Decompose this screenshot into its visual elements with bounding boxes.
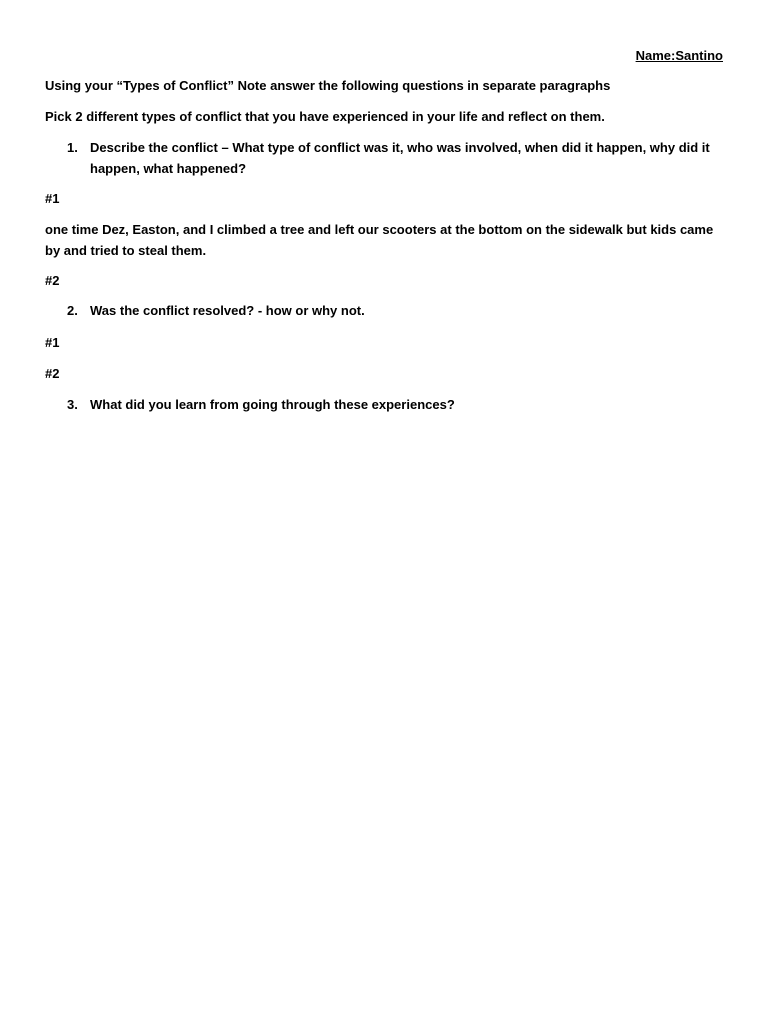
question-3 (67, 394, 727, 415)
question-number: 2. (67, 303, 78, 318)
question-2 (67, 300, 727, 321)
question-text: Was the conflict resolved? - how or why not. (90, 303, 365, 318)
answer-label-2: #2 (45, 366, 60, 381)
question-number: 1. (67, 140, 78, 155)
answer-label-2: #2 (45, 273, 60, 288)
instructions-pick: Pick 2 different types of conflict that you have experienced in your life and reflect on them. (45, 109, 605, 124)
student-name: Name:Santino (635, 48, 723, 63)
question-text: Describe the conflict – What type of conflict was it, who was involved, when did it happen, why did it happen, what happened? (90, 140, 710, 176)
answer-label-1: #1 (45, 191, 60, 206)
question-1 (67, 137, 727, 179)
instructions-intro: Using your “Types of Conflict” Note answer the following questions in separate paragraphs (45, 78, 611, 93)
answer-label-1: #1 (45, 335, 60, 350)
question-text: What did you learn from going through these experiences? (90, 397, 455, 412)
question-number: 3. (67, 397, 78, 412)
answer-text-1: one time Dez, Easton, and I climbed a tree and left our scooters at the bottom on the sidewalk but kids came by and tried to steal them. (45, 222, 714, 258)
